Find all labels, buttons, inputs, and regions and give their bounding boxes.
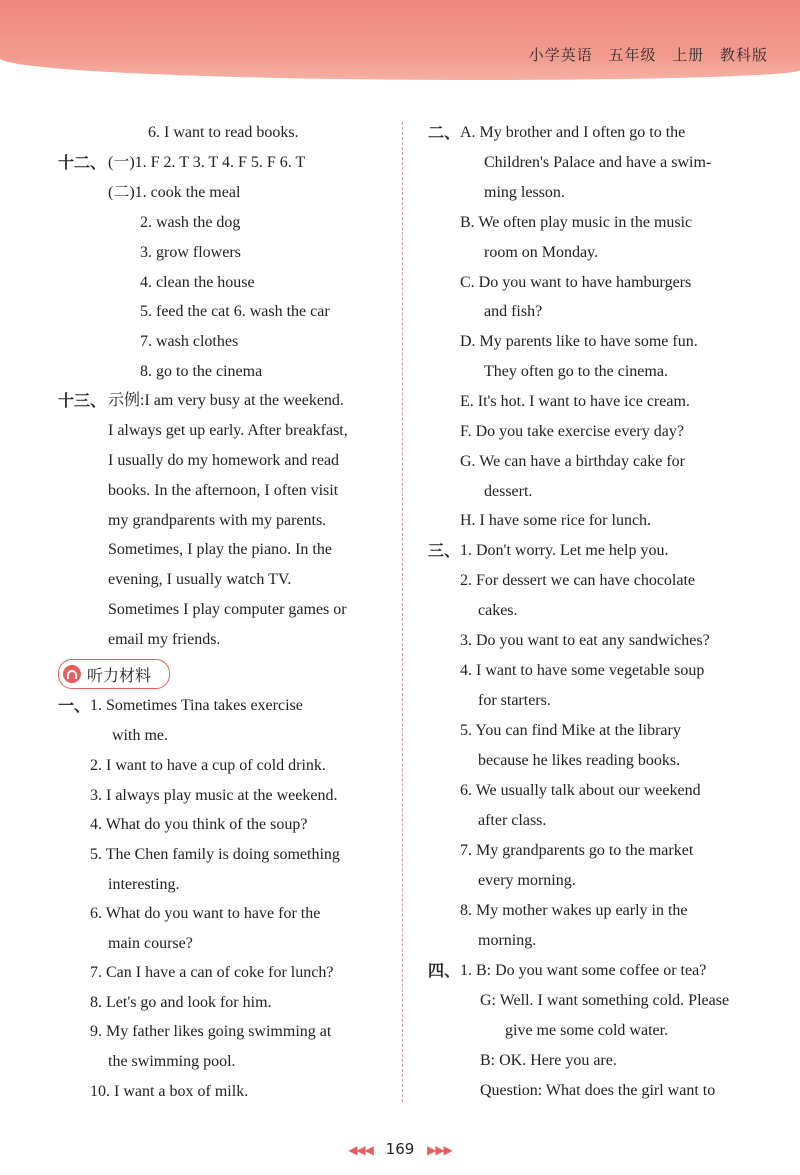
answer-line: 7. My grandparents go to the market <box>460 842 694 859</box>
answer-line: D. My parents like to have some fun. <box>460 333 698 350</box>
answer-line: 2. wash the dog <box>140 214 241 231</box>
answer-line: F. Do you take exercise every day? <box>460 423 684 440</box>
section-label-3: 三、 <box>428 541 461 560</box>
answer-line: 1. Don't worry. Let me help you. <box>460 542 669 559</box>
answer-line: 8. go to the cinema <box>140 363 263 380</box>
answer-line: every morning. <box>478 872 576 889</box>
listening-line: with me. <box>112 727 168 744</box>
listening-line: 3. I always play music at the weekend. <box>90 787 338 804</box>
listening-line: 1. Sometimes Tina takes exercise <box>90 697 303 714</box>
answer-line: H. I have some rice for lunch. <box>460 512 652 529</box>
essay-line: I usually do my homework and read <box>108 452 340 469</box>
header-band <box>0 0 800 80</box>
answer-line: room on Monday. <box>484 244 599 261</box>
listening-line: main course? <box>108 935 193 952</box>
answer-line: for starters. <box>478 692 551 709</box>
answer-line: They often go to the cinema. <box>484 363 668 380</box>
listening-line: 9. My father likes going swimming at <box>90 1023 332 1040</box>
answer-line: 6. I want to read books. <box>148 124 299 141</box>
answer-line: 5. You can find Mike at the library <box>460 722 681 739</box>
answer-line: morning. <box>478 932 537 949</box>
essay-line: email my friends. <box>108 631 221 648</box>
listening-line: 8. Let's go and look for him. <box>90 994 272 1011</box>
answer-line: 4. I want to have some vegetable soup <box>460 662 705 679</box>
prev-arrows-icon: ◀◀◀ <box>348 1143 373 1157</box>
section-label-2: 二、 <box>428 123 461 142</box>
answer-line: B. We often play music in the music <box>460 214 693 231</box>
listening-material-tag <box>58 659 170 689</box>
answer-line: G. We can have a birthday cake for <box>460 453 685 470</box>
answer-line: dessert. <box>484 483 533 500</box>
essay-line: I always get up early. After breakfast, <box>108 422 348 439</box>
answer-line: 5. feed the cat 6. wash the car <box>140 303 330 320</box>
answer-line: 6. We usually talk about our weekend <box>460 782 701 799</box>
answer-line: 3. Do you want to eat any sandwiches? <box>460 632 710 649</box>
answer-line: and fish? <box>484 303 543 320</box>
answer-line: A. My brother and I often go to the <box>460 124 686 141</box>
dialogue-line: Question: What does the girl want to <box>480 1082 716 1099</box>
answer-line: 7. wash clothes <box>140 333 239 350</box>
listening-line: 10. I want a box of milk. <box>90 1083 249 1100</box>
listening-line: the swimming pool. <box>108 1053 236 1070</box>
listening-line: 6. What do you want to have for the <box>90 905 321 922</box>
listening-line: interesting. <box>108 876 180 893</box>
essay-line: my grandparents with my parents. <box>108 512 327 529</box>
answer-line: because he likes reading books. <box>478 752 681 769</box>
answer-line: 4. clean the house <box>140 274 255 291</box>
page-footer <box>0 1140 800 1158</box>
headphones-icon <box>63 665 81 683</box>
answer-line: (一)1. F 2. T 3. T 4. F 5. F 6. T <box>108 154 306 171</box>
answer-line: C. Do you want to have hamburgers <box>460 274 692 291</box>
essay-line: Sometimes I play computer games or <box>108 601 347 618</box>
answer-line: Children's Palace and have a swim- <box>484 154 712 171</box>
dialogue-line: G: Well. I want something cold. Please <box>480 992 730 1009</box>
listening-line: 2. I want to have a cup of cold drink. <box>90 757 326 774</box>
section-label-4: 四、 <box>428 961 461 980</box>
essay-line: evening, I usually watch TV. <box>108 571 292 588</box>
listening-line: 7. Can I have a can of coke for lunch? <box>90 964 334 981</box>
answer-line: after class. <box>478 812 547 829</box>
answer-line: 8. My mother wakes up early in the <box>460 902 688 919</box>
tag-label: 听力材料 <box>87 665 152 685</box>
section-label-1: 一、 <box>58 696 91 715</box>
answer-line: E. It's hot. I want to have ice cream. <box>460 393 690 410</box>
essay-line: books. In the afternoon, I often visit <box>108 482 339 499</box>
section-label-12: 十二、 <box>58 153 107 172</box>
answer-line: cakes. <box>478 602 518 619</box>
section-label-13: 十三、 <box>58 391 107 410</box>
listening-line: 5. The Chen family is doing something <box>90 846 340 863</box>
dialogue-line: 1. B: Do you want some coffee or tea? <box>460 962 707 979</box>
column-divider <box>402 122 403 1102</box>
essay-line: 示例:I am very busy at the weekend. <box>108 392 344 409</box>
answer-line: 3. grow flowers <box>140 244 241 261</box>
dialogue-line: give me some cold water. <box>505 1022 669 1039</box>
answer-line: ming lesson. <box>484 184 565 201</box>
answer-line: 2. For dessert we can have chocolate <box>460 572 696 589</box>
dialogue-line: B: OK. Here you are. <box>480 1052 617 1069</box>
next-arrows-icon: ▶▶▶ <box>427 1143 452 1157</box>
answer-line: (二)1. cook the meal <box>108 184 241 201</box>
header-title: 小学英语 五年级 上册 教科版 <box>528 46 768 64</box>
listening-line: 4. What do you think of the soup? <box>90 816 308 833</box>
essay-line: Sometimes, I play the piano. In the <box>108 541 332 558</box>
page-number: 169 <box>385 1140 415 1158</box>
